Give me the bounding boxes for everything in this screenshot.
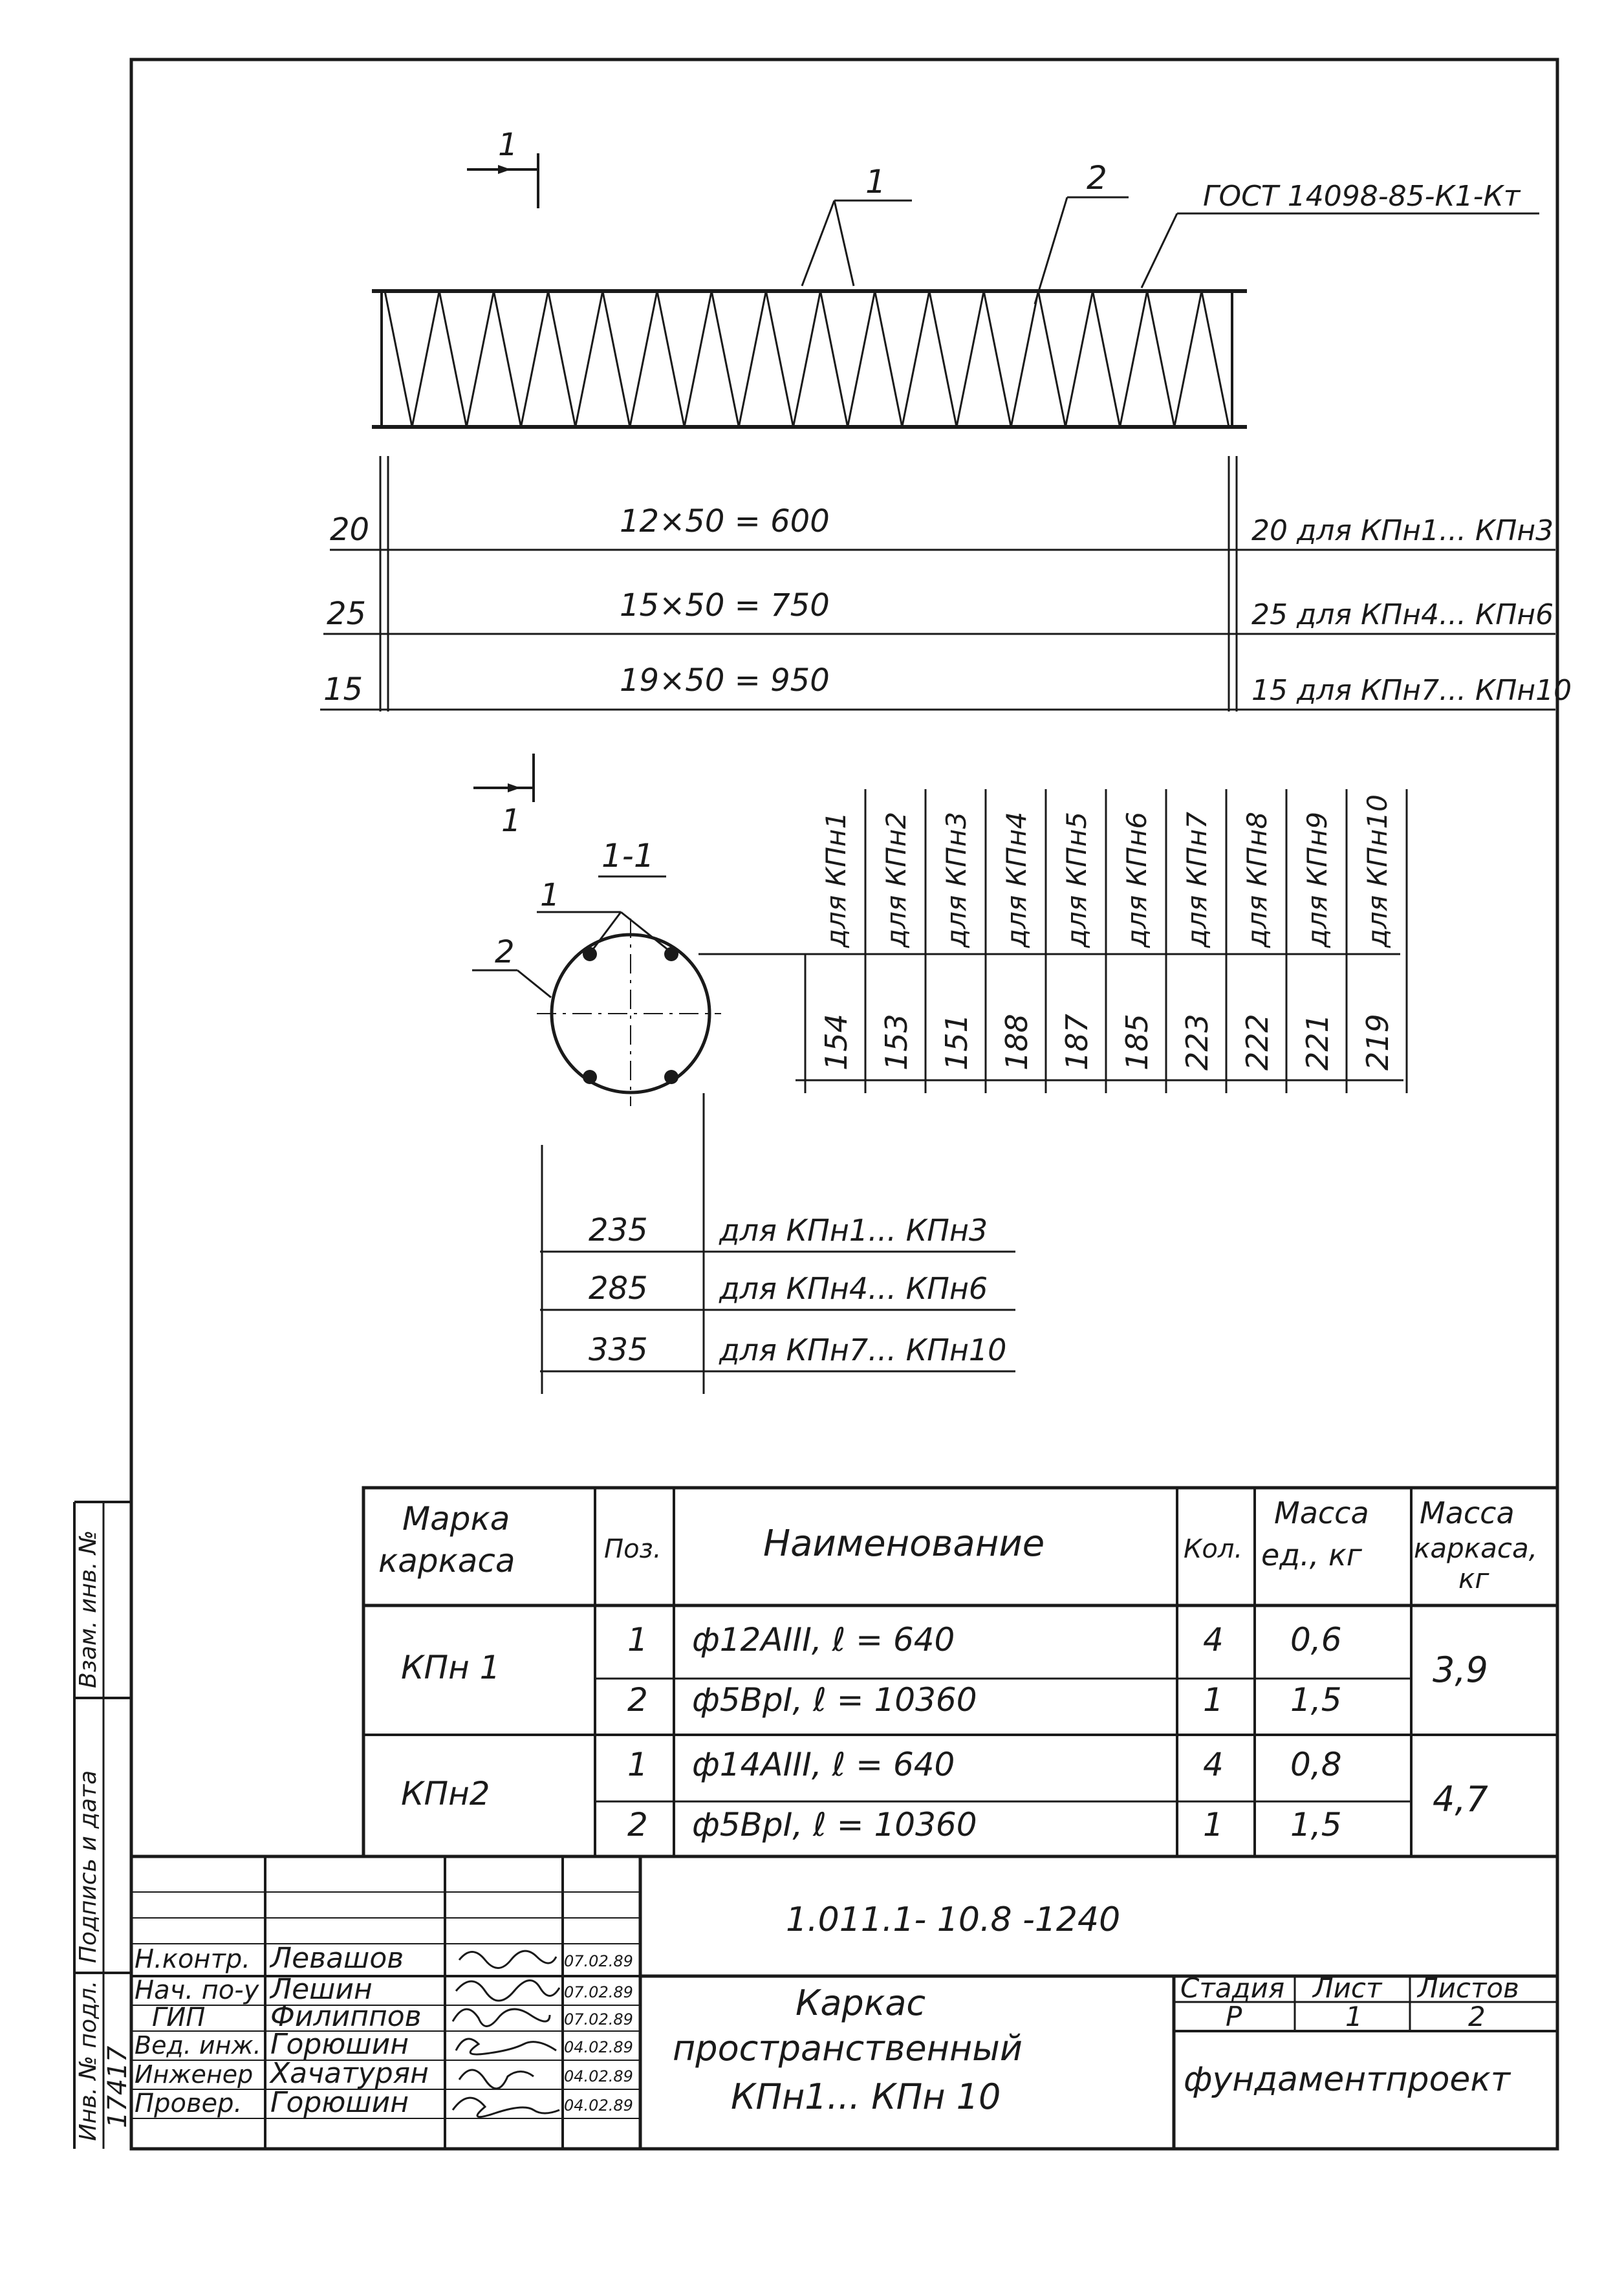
organization: фундаментпроект	[1184, 2060, 1511, 2099]
hdr-mass-total-3: кг	[1458, 1563, 1489, 1594]
spec-qty: 1	[1203, 1681, 1224, 1719]
signer-role: Н.контр.	[135, 1944, 250, 1974]
dim-right-1: 20 для КПн1... КПн3	[1251, 514, 1554, 547]
diameter-value: 151	[939, 1014, 974, 1071]
spec-mass: 1,5	[1290, 1681, 1342, 1719]
diameter-column-header: для КПн5	[1061, 811, 1092, 948]
diameter-table	[805, 789, 1407, 1093]
spec-mass: 0,8	[1290, 1746, 1342, 1783]
title-line-2: пространственный	[673, 2028, 1023, 2069]
spec-mass: 0,6	[1290, 1621, 1342, 1659]
spec-mark-2: КПн2	[401, 1775, 490, 1812]
bar-dot	[583, 1070, 597, 1084]
hdr-mass-total-2: каркаса,	[1414, 1532, 1538, 1564]
signer-date: 07.02.89	[564, 1952, 633, 1970]
spec-qty: 4	[1203, 1746, 1224, 1783]
signer-name: Горюшин	[270, 2028, 409, 2061]
signer-date: 07.02.89	[564, 2010, 633, 2028]
spec-mark-1: КПн 1	[401, 1649, 501, 1686]
margin-vzam: Взам. инв. №	[75, 1530, 102, 1688]
signer-date: 04.02.89	[564, 2096, 633, 2115]
dim-right-2: 25 для КПн4... КПн6	[1251, 598, 1554, 631]
spec-total-1: 3,9	[1433, 1649, 1488, 1690]
diameter-column-header: для КПн6	[1121, 811, 1153, 948]
width-label-2: для КПн4... КПн6	[719, 1271, 988, 1306]
diameter-value: 221	[1300, 1014, 1335, 1071]
stage-value: Р	[1226, 2001, 1242, 2032]
signer-role: Нач. по-у	[135, 1975, 259, 2005]
signer-name: Лешин	[270, 1973, 373, 2006]
designation: 1.011.1- 10.8 -1240	[786, 1900, 1121, 1939]
spec-name: ф5ВрI, ℓ = 10360	[692, 1681, 977, 1719]
hdr-mass-unit-2: ед., кг	[1261, 1538, 1362, 1572]
spec-mass: 1,5	[1290, 1806, 1342, 1844]
signer-name: Хачатурян	[270, 2057, 429, 2090]
diameter-column-header: для КПн7	[1181, 811, 1213, 948]
section-marker-top: 1	[498, 127, 518, 163]
hdr-mass-unit-1: Масса	[1274, 1495, 1369, 1530]
diameter-value: 185	[1120, 1014, 1154, 1071]
spec-name: ф5ВрI, ℓ = 10360	[692, 1806, 977, 1844]
width-label-3: для КПн7... КПн10	[719, 1332, 1007, 1367]
dim-right-3: 15 для КПн7... КПн10	[1251, 674, 1572, 707]
section-1-1	[472, 754, 1407, 1394]
spec-total-2: 4,7	[1433, 1779, 1488, 1820]
dim-left-3: 15	[323, 671, 363, 708]
hdr-mark-1: Марка	[402, 1500, 510, 1538]
gost-label: ГОСТ 14098-85-К1-Кт	[1203, 180, 1521, 213]
section-callout-2: 2	[495, 934, 515, 970]
hdr-name: Наименование	[763, 1523, 1045, 1565]
title-line-3: КПн1... КПн 10	[731, 2076, 1001, 2117]
bar-dot	[664, 947, 678, 961]
hdr-mark-2: каркаса	[378, 1542, 515, 1580]
stage-label: Стадия	[1180, 1972, 1285, 2004]
dim-left-2: 25	[327, 596, 367, 632]
spec-name: ф14АIII, ℓ = 640	[692, 1746, 955, 1783]
spec-pos: 2	[627, 1806, 648, 1844]
width-value-1: 235	[589, 1212, 648, 1248]
diameter-value: 153	[879, 1014, 914, 1071]
diameter-value: 219	[1360, 1014, 1395, 1071]
signer-role: Вед. инж.	[135, 2031, 261, 2060]
callout-1-label: 1	[865, 163, 886, 201]
callout-2-label: 2	[1087, 159, 1107, 197]
dimension-rows	[320, 456, 1572, 712]
cage-elevation	[372, 127, 1539, 427]
signer-date: 04.02.89	[564, 2038, 633, 2056]
spec-qty: 1	[1203, 1806, 1224, 1844]
diameter-column-header: для КПн2	[880, 811, 912, 948]
diameter-column-header: для КПн10	[1361, 794, 1393, 948]
width-value-3: 335	[589, 1332, 648, 1368]
diameter-value: 222	[1240, 1014, 1275, 1071]
signer-date: 04.02.89	[564, 2067, 633, 2085]
signer-name: Горюшин	[270, 2086, 409, 2119]
diameter-column-header: для КПн4	[1001, 811, 1032, 948]
signer-role: Инженер	[135, 2060, 254, 2089]
diameter-value: 188	[999, 1014, 1034, 1071]
diameter-value: 223	[1180, 1014, 1215, 1071]
signer-name: Левашов	[270, 1942, 404, 1975]
section-title: 1-1	[601, 837, 655, 875]
diameter-column-header: для КПн1	[820, 811, 852, 948]
diameter-column-header: для КПн9	[1301, 811, 1333, 948]
spiral-winding	[385, 291, 1229, 427]
title-block	[131, 1856, 1557, 2149]
spec-name: ф12АIII, ℓ = 640	[692, 1621, 955, 1659]
diameter-value: 187	[1059, 1014, 1094, 1071]
hdr-pos: Поз.	[604, 1534, 662, 1564]
diameter-column-header: для КПн8	[1241, 811, 1273, 948]
dim-left-1: 20	[330, 512, 370, 548]
bar-dot	[664, 1070, 678, 1084]
margin-inv-no: 17417	[103, 2045, 133, 2128]
width-label-1: для КПн1... КПн3	[719, 1213, 988, 1248]
dim-center-3: 19×50 = 950	[620, 662, 830, 699]
spec-qty: 4	[1203, 1621, 1224, 1659]
section-marker-bottom: 1	[501, 803, 521, 839]
diameter-column-header: для КПн3	[940, 811, 972, 948]
sheets-value: 2	[1468, 2001, 1486, 2032]
hdr-mass-total-1: Масса	[1420, 1495, 1515, 1530]
signer-date: 07.02.89	[564, 1983, 633, 2001]
margin-podpis: Подпись и дата	[75, 1770, 102, 1963]
sheets-label: Листов	[1418, 1972, 1519, 2004]
width-value-2: 285	[589, 1270, 648, 1307]
bar-dot	[583, 947, 597, 961]
spec-pos: 1	[627, 1621, 648, 1659]
spec-pos: 2	[627, 1681, 648, 1719]
hdr-qty: Кол.	[1184, 1534, 1243, 1564]
signer-name: Филиппов	[270, 2000, 422, 2033]
spec-pos: 1	[627, 1746, 648, 1783]
sheet-value: 1	[1345, 2001, 1363, 2032]
margin-inv: Инв. № подл.	[75, 1980, 102, 2141]
title-line-1: Каркас	[796, 1983, 926, 2023]
section-callout-1: 1	[540, 877, 560, 913]
dim-center-1: 12×50 = 600	[620, 503, 830, 539]
signer-role: ГИП	[152, 2003, 206, 2032]
dim-center-2: 15×50 = 750	[620, 587, 830, 624]
signer-role: Провер.	[135, 2089, 243, 2118]
sheet-label: Лист	[1313, 1972, 1382, 2004]
left-margin-strip	[74, 1502, 133, 2149]
diameter-value: 154	[819, 1014, 854, 1071]
spec-table	[363, 1488, 1557, 1856]
